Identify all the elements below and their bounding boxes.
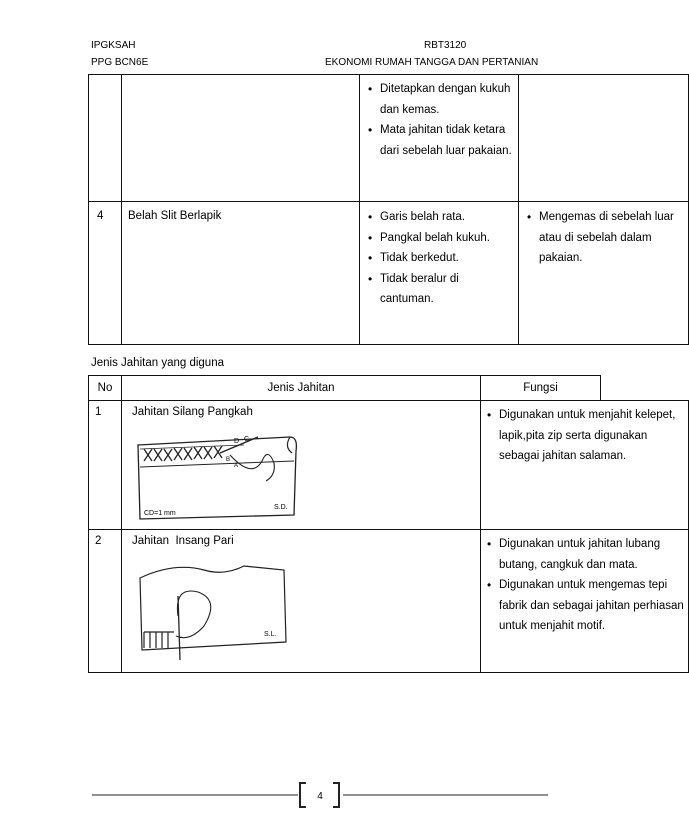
blanket-stitch-illustration [134, 556, 294, 666]
section-title: Jenis Jahitan yang diguna [91, 357, 224, 369]
header-institution: IPGKSAH [91, 40, 136, 51]
table-cell-type [121, 400, 481, 530]
table-cell-criteria [359, 74, 519, 202]
function-list [485, 405, 682, 467]
figure-label-side: S.L. [264, 631, 277, 638]
row-number: 1 [95, 406, 102, 418]
table-cell-function [480, 529, 689, 673]
figure-label-c: C [244, 436, 250, 443]
list-item: • Ditetapkan dengan kukuh dan kemas. [366, 79, 512, 120]
list-item: • Tidak beralur di cantuman. [366, 269, 490, 310]
table-cell-no [88, 201, 122, 345]
table-cell-criteria [359, 201, 519, 345]
row-number: 4 [97, 210, 104, 222]
row-title: Belah Slit Berlapik [128, 210, 222, 222]
page-number: 4 [317, 791, 323, 802]
table-cell-type [121, 529, 481, 673]
list-item: • Mengemas di sebelah luar atau di sebelah dalam pakaian. [525, 207, 679, 269]
figure-label-d: D [234, 438, 240, 445]
table-cell-notes [518, 201, 689, 345]
criteria-list [366, 207, 514, 310]
list-item: • Digunakan untuk mengemas tepi fabrik dan sebagai jahitan perhiasan untuk menjahit motif. [485, 575, 685, 637]
stitch-name: Jahitan Silang Pangkah [132, 406, 253, 418]
figure-label-a: A [234, 463, 239, 469]
column-header-type: Jenis Jahitan [121, 375, 481, 401]
header-course-code: RBT3120 [424, 40, 467, 51]
figure-label-side: S.D. [274, 504, 288, 511]
figure-label-note: CD=1 mm [144, 510, 176, 517]
table-cell-no [88, 529, 122, 673]
list-item: • Digunakan untuk jahitan lubang butang, cangkuk dan mata. [485, 534, 685, 575]
table-cell-name [121, 201, 360, 345]
stitch-name: Jahitan Insang Pari [132, 535, 234, 547]
table-cell-no [88, 400, 122, 530]
header-course-title: EKONOMI RUMAH TANGGA DAN PERTANIAN [325, 57, 539, 68]
criteria-table [88, 74, 674, 345]
notes-list [525, 207, 680, 269]
list-item: • Tidak berkedut. [366, 248, 514, 269]
figure-label-b: B [226, 457, 231, 463]
table-cell-no [88, 74, 122, 202]
list-item: • Digunakan untuk menjahit kelepet, lapik,pita zip serta digunakan sebagai jahitan salaman. [485, 405, 677, 467]
table-cell-name [121, 74, 360, 202]
cross-stitch-illustration [134, 431, 304, 523]
list-item: • Garis belah rata. [366, 207, 514, 228]
table-cell-notes [518, 74, 689, 202]
stitch-table [88, 375, 684, 673]
column-header-no: No [88, 375, 122, 401]
table-cell-function [480, 400, 689, 530]
list-item: • Pangkal belah kukuh. [366, 228, 514, 249]
page-footer [0, 780, 638, 810]
header-program: PPG BCN6E [91, 57, 149, 68]
function-list [485, 534, 682, 637]
list-item: • Mata jahitan tidak ketara dari sebelah luar pakaian. [366, 120, 522, 161]
column-header-function: Fungsi [480, 375, 601, 401]
criteria-list [366, 79, 514, 161]
row-number: 2 [95, 535, 102, 547]
